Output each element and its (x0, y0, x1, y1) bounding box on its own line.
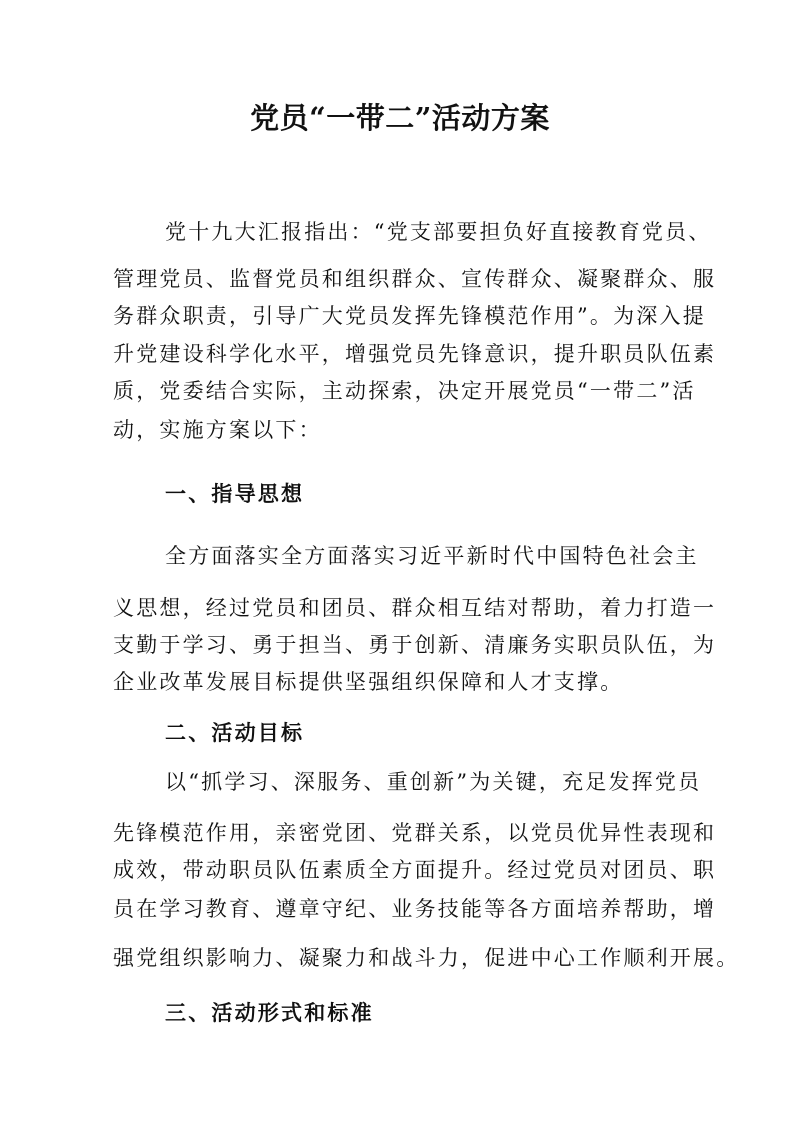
section2-line: 成效，带动职员队伍素质全方面提升。经过党员对团员、职 (113, 858, 717, 882)
intro-line: 质，党委结合实际，主动探索，决定开展党员“一带二”活 (113, 379, 696, 403)
section-heading-guiding-thought: 一、指导思想 (165, 481, 305, 506)
intro-line: 升党建设科学化水平，增强党员先锋意识，提升职员队伍素 (113, 342, 717, 366)
section-heading-activity-goal: 二、活动目标 (165, 720, 305, 745)
section1-line: 义思想，经过党员和团员、群众相互结对帮助，着力打造一 (113, 596, 717, 620)
section1-line: 全方面落实全方面落实习近平新时代中国特色社会主 (165, 544, 699, 568)
intro-line: 党十九大汇报指出：“党支部要担负好直接教育党员、 (165, 220, 712, 244)
section2-line: 强党组织影响力、凝聚力和战斗力，促进中心工作顺利开展。 (113, 946, 740, 970)
section2-line: 员在学习教育、遵章守纪、业务技能等各方面培养帮助，增 (113, 897, 717, 921)
section1-line: 企业改革发展目标提供坚强组织保障和人才支撑。 (113, 670, 624, 694)
section2-line: 先锋模范作用，亲密党团、党群关系，以党员优异性表现和 (113, 821, 717, 845)
section1-line: 支勤于学习、勇于担当、勇于创新、清廉务实职员队伍，为 (113, 633, 717, 657)
section-heading-activity-form: 三、活动形式和标准 (165, 1000, 374, 1025)
intro-line: 动，实施方案以下： (113, 418, 322, 442)
document-title: 党员“一带二”活动方案 (250, 101, 550, 135)
intro-line: 务群众职责，引导广大党员发挥先锋模范作用”。为深入提 (113, 304, 706, 328)
section2-line: 以“抓学习、深服务、重创新”为关键，充足发挥党员 (165, 770, 702, 794)
intro-line: 管理党员、监督党员和组织群众、宣传群众、凝聚群众、服 (113, 267, 717, 291)
